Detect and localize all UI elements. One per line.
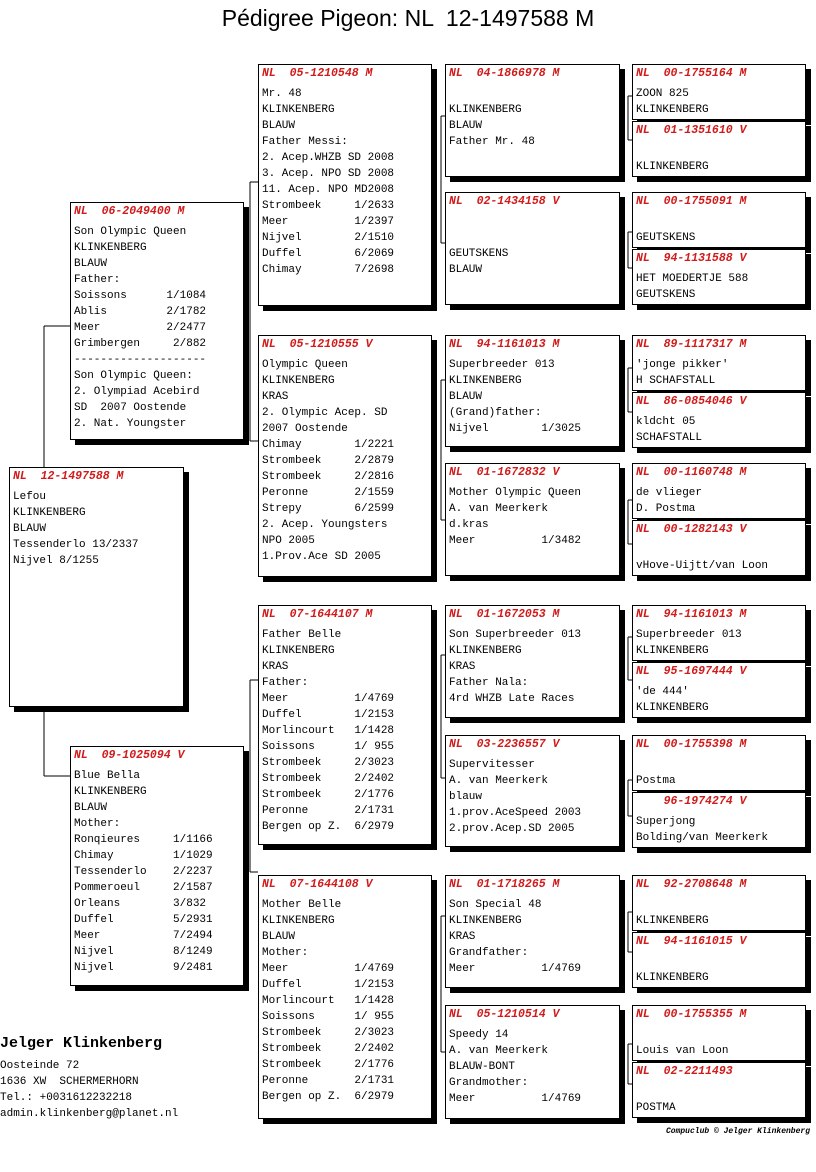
pigeon-card-ffm[interactable] (445, 192, 620, 305)
pigeon-details (449, 214, 616, 278)
pigeon-card-ggg-2[interactable] (632, 121, 806, 177)
detail-line: KRAS (262, 391, 289, 403)
detail-line: 2. Nat. Youngster (74, 418, 187, 430)
ring-number: 96-1974274 V (636, 795, 747, 808)
detail-line: Bergen op Z. 6/2979 (262, 1091, 395, 1103)
detail-line: Superjong (636, 816, 696, 828)
ring-number: NL 00-1755355 M (636, 1008, 747, 1021)
detail-line: BLAUW (13, 523, 47, 535)
pigeon-details (636, 414, 802, 446)
detail-line: 3. Acep. NPO SD 2008 (262, 168, 395, 180)
detail-line: NPO 2005 (262, 535, 315, 547)
pigeon-details (449, 897, 616, 977)
detail-line: HET MOEDERTJE 588 (636, 273, 749, 285)
pigeon-card-ggg-9[interactable] (632, 605, 806, 661)
ring-number: NL 02-2211493 (636, 1065, 733, 1078)
ring-number: NL 89-1117317 M (636, 338, 747, 351)
detail-line: BLAUW (262, 120, 296, 132)
detail-line: 11. Acep. NPO MD2008 (262, 184, 395, 196)
detail-line: KLINKENBERG (636, 161, 709, 173)
pigeon-card-mmm[interactable] (445, 1005, 620, 1119)
detail-line: Louis van Loon (636, 1045, 729, 1057)
detail-line: Mr. 48 (262, 88, 302, 100)
detail-line: D. Postma (636, 503, 696, 515)
pigeon-details (636, 954, 802, 986)
detail-line: SCHAFSTALL (636, 432, 703, 444)
detail-line: 2. Olympic Acep. SD (262, 407, 388, 419)
pigeon-card-mff[interactable] (445, 605, 620, 718)
pigeon-details (74, 224, 240, 432)
ring-number: NL 05-1210548 M (262, 67, 373, 80)
pigeon-card-ggg-14[interactable] (632, 932, 806, 988)
detail-line: Strombeek 2/3023 (262, 1027, 395, 1039)
ring-number: NL 05-1210555 V (262, 338, 373, 351)
detail-line: Meer 1/3482 (449, 535, 582, 547)
pigeon-details (636, 684, 802, 716)
pigeon-card-ggg-5[interactable] (632, 335, 806, 391)
detail-line: Speedy 14 (449, 1029, 509, 1041)
pigeon-card-father[interactable] (70, 202, 244, 440)
detail-line: kldcht 05 (636, 416, 696, 428)
detail-line: Mother: (262, 947, 309, 959)
detail-line: KLINKENBERG (636, 972, 709, 984)
pigeon-details (449, 485, 616, 549)
pigeon-details (449, 1027, 616, 1107)
pigeon-details (636, 143, 802, 175)
ring-number: NL 00-1755398 M (636, 738, 747, 751)
detail-line: Duffel 1/2153 (262, 709, 395, 721)
detail-line: Father Belle (262, 629, 342, 641)
ring-number: NL 95-1697444 V (636, 665, 747, 678)
detail-line: Duffel 6/2069 (262, 248, 395, 260)
detail-line: Peronne 2/1559 (262, 487, 395, 499)
detail-line: 2007 Oostende (262, 423, 348, 435)
pigeon-details (449, 627, 616, 707)
pigeon-card-ggg-4[interactable] (632, 249, 806, 305)
detail-line (636, 954, 802, 970)
detail-line: BLAUW (262, 931, 296, 943)
pigeon-details (449, 86, 616, 150)
detail-line: Duffel 5/2931 (74, 914, 213, 926)
pigeon-card-mother-father[interactable] (258, 605, 432, 845)
detail-line: 4rd WHZB Late Races (449, 693, 575, 705)
pigeon-card-ggg-12[interactable] (632, 792, 806, 848)
detail-line: KRAS (262, 661, 289, 673)
detail-line: Strombeek 2/1776 (262, 1059, 395, 1071)
detail-line: SD 2007 Oostende (74, 402, 187, 414)
detail-line: Ablis 2/1782 (74, 306, 207, 318)
detail-line: KLINKENBERG (636, 702, 709, 714)
detail-line (449, 230, 616, 246)
detail-line: BLAUW (74, 258, 108, 270)
detail-line: Meer 1/4769 (262, 693, 395, 705)
detail-line: Meer 1/4769 (449, 963, 582, 975)
detail-line: Soissons 1/ 955 (262, 1011, 395, 1023)
detail-line: Tessenderlo 13/2337 (13, 539, 139, 551)
ring-number: NL 86-0854046 V (636, 395, 747, 408)
detail-line (449, 86, 616, 102)
detail-line: Ronqieures 1/1166 (74, 834, 213, 846)
detail-line: Olympic Queen (262, 359, 348, 371)
detail-line: 2. Olympiad Acebird (74, 386, 200, 398)
detail-line: KLINKENBERG (13, 507, 86, 519)
detail-line: BLAUW-BONT (449, 1061, 516, 1073)
detail-line: Strepy 6/2599 (262, 503, 395, 515)
detail-line: Nijvel 2/1510 (262, 232, 395, 244)
pigeon-card-ggg-16[interactable] (632, 1062, 806, 1118)
ring-number: NL 94-1161013 M (636, 608, 747, 621)
detail-line: d.kras (449, 519, 489, 531)
ring-number: NL 06-2049400 M (74, 205, 185, 218)
detail-line: Son Olympic Queen (74, 226, 187, 238)
detail-line: Mother Olympic Queen (449, 487, 582, 499)
detail-line: Duffel 1/2153 (262, 979, 395, 991)
ring-number: NL 01-1672053 M (449, 608, 560, 621)
pigeon-card-ggg-10[interactable] (632, 662, 806, 718)
detail-line: Father: (74, 274, 121, 286)
detail-line: 2. Acep. Youngsters (262, 519, 388, 531)
ring-number: NL 02-1434158 V (449, 195, 560, 208)
pigeon-card-ggg-3[interactable] (632, 192, 806, 248)
detail-line: KLINKENBERG (636, 645, 709, 657)
detail-line: BLAUW (449, 120, 483, 132)
pigeon-card-father-mother[interactable] (258, 335, 432, 577)
ring-number: NL 09-1025094 V (74, 749, 185, 762)
detail-line: Chimay 7/2698 (262, 264, 395, 276)
pigeon-card-ggg-7[interactable] (632, 463, 806, 519)
pigeon-card-mmf[interactable] (445, 875, 620, 988)
detail-line (636, 897, 802, 913)
detail-line: A. van Meerkerk (449, 1045, 549, 1057)
detail-line: Soissons 1/1084 (74, 290, 207, 302)
detail-line: Superbreeder 013 (449, 359, 555, 371)
pigeon-details (449, 757, 616, 837)
detail-line: KLINKENBERG (262, 104, 335, 116)
detail-line: KLINKENBERG (262, 645, 335, 657)
detail-line: Meer 1/4769 (449, 1093, 582, 1105)
pigeon-card-mfm[interactable] (445, 735, 620, 847)
detail-line: vHove-Uijtt/van Loon (636, 560, 769, 572)
pigeon-card-mother[interactable] (70, 746, 244, 986)
detail-line: GEUTSKENS (636, 232, 696, 244)
detail-line: BLAUW (449, 264, 483, 276)
detail-line: KLINKENBERG (449, 375, 522, 387)
pigeon-card-fmm[interactable] (445, 463, 620, 576)
ring-number: NL 03-2236557 V (449, 738, 560, 751)
detail-line: POSTMA (636, 1102, 676, 1114)
detail-line: 2. Acep.WHZB SD 2008 (262, 152, 395, 164)
copyright-note: Compuclub © Jelger Klinkenberg (665, 1127, 810, 1136)
detail-line: KLINKENBERG (74, 786, 147, 798)
detail-line: Orleans 3/832 (74, 898, 207, 910)
ring-number: NL 94-1131588 V (636, 252, 747, 265)
detail-line: KRAS (449, 661, 476, 673)
detail-line: KLINKENBERG (636, 104, 709, 116)
detail-line: Strombeek 2/2816 (262, 471, 395, 483)
pigeon-details (636, 1027, 802, 1059)
pigeon-details (449, 357, 616, 437)
detail-line: GEUTSKENS (449, 248, 509, 260)
pigeon-card-ggg-1[interactable] (632, 64, 806, 120)
detail-line: KLINKENBERG (449, 915, 522, 927)
detail-line: A. van Meerkerk (449, 503, 549, 515)
detail-line: 'de 444' (636, 686, 689, 698)
pigeon-card-ggg-8[interactable] (632, 520, 806, 576)
detail-line: Nijvel 1/3025 (449, 423, 582, 435)
detail-line: Peronne 2/1731 (262, 1075, 395, 1087)
detail-line: Strombeek 2/1776 (262, 789, 395, 801)
pigeon-details (262, 357, 428, 565)
ring-number: NL 00-1755164 M (636, 67, 747, 80)
detail-line: KLINKENBERG (636, 915, 709, 927)
page-title: Pédigree Pigeon: NL 12-1497588 M (221, 5, 595, 31)
detail-line: KLINKENBERG (449, 645, 522, 657)
detail-line: 'jonge pikker' (636, 359, 729, 371)
pigeon-details (636, 897, 802, 929)
ring-number: NL 12-1497588 M (13, 470, 124, 483)
detail-line: KLINKENBERG (262, 915, 335, 927)
ring-number: NL 04-1866978 M (449, 67, 560, 80)
ring-number: NL 00-1755091 M (636, 195, 747, 208)
owner-info (0, 1034, 178, 1122)
pigeon-details (74, 768, 240, 976)
pigeon-details (636, 485, 802, 517)
owner-name: Jelger Klinkenberg (0, 1035, 163, 1052)
detail-line: de vlieger (636, 487, 703, 499)
detail-line: KLINKENBERG (449, 104, 522, 116)
detail-line: Mother Belle (262, 899, 342, 911)
pigeon-card-ggg-15[interactable] (632, 1005, 806, 1061)
detail-line: Tessenderlo 2/2237 (74, 866, 213, 878)
detail-line: H SCHAFSTALL (636, 375, 716, 387)
pigeon-details (262, 627, 428, 835)
pigeon-card-ggg-13[interactable] (632, 875, 806, 931)
detail-line: Grimbergen 2/882 (74, 338, 207, 350)
detail-line: Father: (262, 677, 309, 689)
pigeon-details (636, 814, 802, 846)
detail-line: 1.Prov.Ace SD 2005 (262, 551, 381, 563)
detail-line: Son Superbreeder 013 (449, 629, 582, 641)
detail-line: Father Mr. 48 (449, 136, 535, 148)
detail-line: 1.prov.AceSpeed 2003 (449, 807, 582, 819)
detail-line: Strombeek 2/3023 (262, 757, 395, 769)
owner-address-street: Oosteinde 72 (0, 1060, 80, 1072)
pigeon-details (636, 627, 802, 659)
detail-line: KRAS (449, 931, 476, 943)
detail-line: Meer 7/2494 (74, 930, 213, 942)
pigeon-details (636, 357, 802, 389)
pigeon-details (636, 86, 802, 118)
ring-number: NL 01-1351610 V (636, 124, 747, 137)
pigeon-details (636, 1084, 802, 1116)
detail-line: Superbreeder 013 (636, 629, 742, 641)
detail-line: Meer 1/2397 (262, 216, 395, 228)
detail-line: Supervitesser (449, 759, 535, 771)
detail-line: Morlincourt 1/1428 (262, 995, 395, 1007)
ring-number: NL 01-1718265 M (449, 878, 560, 891)
detail-line: Grandmother: (449, 1077, 529, 1089)
owner-email[interactable]: admin.klinkenberg@planet.nl (0, 1108, 179, 1120)
detail-line: GEUTSKENS (636, 289, 696, 301)
detail-line: blauw (449, 791, 483, 803)
detail-line: Strombeek 2/2402 (262, 773, 395, 785)
pigeon-details (262, 897, 428, 1105)
ring-number: NL 01-1672832 V (449, 466, 560, 479)
pigeon-card-mother-mother[interactable] (258, 875, 432, 1119)
ring-number: NL 94-1161015 V (636, 935, 747, 948)
ring-number: NL 00-1160748 M (636, 466, 747, 479)
detail-line: Nijvel 9/2481 (74, 962, 213, 974)
detail-line: Grandfather: (449, 947, 529, 959)
pigeon-details (636, 757, 802, 789)
owner-address-city: 1636 XW SCHERMERHORN (0, 1076, 139, 1088)
detail-line (636, 214, 802, 230)
detail-line: Bolding/van Meerkerk (636, 832, 769, 844)
detail-line: Pommeroeul 2/1587 (74, 882, 213, 894)
detail-line: Strombeek 1/2633 (262, 200, 395, 212)
detail-line: Father Nala: (449, 677, 529, 689)
ring-number: NL 94-1161013 M (449, 338, 560, 351)
detail-line: BLAUW (449, 391, 483, 403)
detail-line: Chimay 1/2221 (262, 439, 395, 451)
detail-line: KLINKENBERG (74, 242, 147, 254)
detail-line (636, 1027, 802, 1043)
detail-line: Blue Bella (74, 770, 141, 782)
detail-line: Strombeek 2/2879 (262, 455, 395, 467)
detail-line: Chimay 1/1029 (74, 850, 213, 862)
pigeon-details (13, 489, 180, 569)
detail-line (636, 1084, 802, 1100)
detail-line: Nijvel 8/1255 (13, 555, 99, 567)
pigeon-details (636, 214, 802, 246)
pigeon-card-father-father[interactable] (258, 64, 432, 306)
detail-line: Meer 1/4769 (262, 963, 395, 975)
detail-line (449, 214, 616, 230)
pigeon-details (636, 271, 802, 303)
detail-line: Mother: (74, 818, 121, 830)
pigeon-details (262, 86, 428, 278)
detail-line: Nijvel 8/1249 (74, 946, 213, 958)
detail-line: A. van Meerkerk (449, 775, 549, 787)
detail-line: Son Olympic Queen: (74, 370, 193, 382)
detail-line: ZOON 825 (636, 88, 689, 100)
detail-line: KLINKENBERG (262, 375, 335, 387)
detail-line (636, 757, 802, 773)
detail-line: (Grand)father: (449, 407, 542, 419)
detail-line: 2.prov.Acep.SD 2005 (449, 823, 575, 835)
detail-line: Strombeek 2/2402 (262, 1043, 395, 1055)
detail-line: Soissons 1/ 955 (262, 741, 395, 753)
detail-line (636, 143, 802, 159)
pigeon-card-ggg-11[interactable] (632, 735, 806, 791)
detail-line: -------------------- (74, 354, 207, 366)
detail-line: Lefou (13, 491, 47, 503)
ring-number: NL 05-1210514 V (449, 1008, 560, 1021)
detail-line: Meer 2/2477 (74, 322, 207, 334)
detail-line: BLAUW (74, 802, 108, 814)
pigeon-details (636, 542, 802, 574)
detail-line: Peronne 2/1731 (262, 805, 395, 817)
detail-line (636, 542, 802, 558)
ring-number: NL 00-1282143 V (636, 523, 747, 536)
pigeon-card-subject[interactable] (9, 467, 184, 707)
detail-line: Son Special 48 (449, 899, 542, 911)
ring-number: NL 07-1644108 V (262, 878, 373, 891)
detail-line: Bergen op Z. 6/2979 (262, 821, 395, 833)
detail-line: Postma (636, 775, 676, 787)
pigeon-card-ggg-6[interactable] (632, 392, 806, 448)
detail-line: Father Messi: (262, 136, 348, 148)
detail-line: Morlincourt 1/1428 (262, 725, 395, 737)
pigeon-card-fff[interactable] (445, 64, 620, 177)
owner-phone: Tel.: +0031612232218 (0, 1092, 133, 1104)
ring-number: NL 92-2708648 M (636, 878, 747, 891)
ring-number: NL 07-1644107 M (262, 608, 373, 621)
pigeon-card-fmf[interactable] (445, 335, 620, 447)
